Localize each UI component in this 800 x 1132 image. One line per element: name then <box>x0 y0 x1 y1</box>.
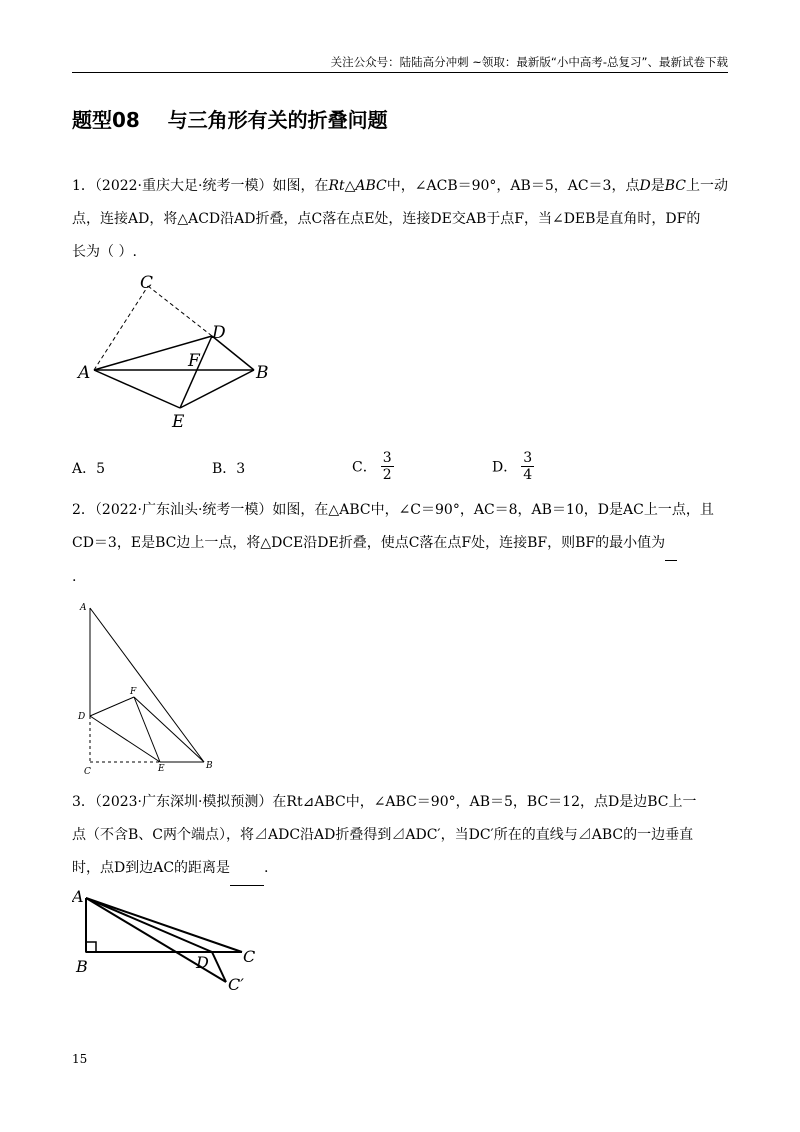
denominator: 2 <box>382 467 392 483</box>
q2-seg-de <box>90 716 160 762</box>
q1-seg-cd <box>148 286 212 336</box>
q3-answer-blank[interactable] <box>230 852 264 886</box>
q1-line-1 <box>72 170 732 203</box>
q2-label-b: B <box>206 761 213 771</box>
section-title: 题型08 与三角形有关的折叠问题 <box>72 108 388 132</box>
option-letter: B． <box>212 461 237 477</box>
question-2-text <box>72 494 732 594</box>
q2-figure <box>72 598 232 776</box>
q2-label-c: C <box>84 767 91 776</box>
q3-right-angle-mark <box>86 942 96 952</box>
question-3-text <box>72 786 732 886</box>
q1-label-d: D <box>212 323 226 343</box>
q2-line-2: CD＝3，E是BC边上一点，将△DCE沿DE折叠，使点C落在点F处，连接BF，则BF的最小值为 <box>72 535 666 551</box>
q1-moving: 上一动 <box>685 178 728 194</box>
q1-lengths: AB＝5，AC＝3，点 <box>510 178 640 194</box>
q2-seg-ab <box>90 608 204 762</box>
q1-options <box>72 450 732 490</box>
q1-label-b: B <box>256 363 269 383</box>
page-header: 关注公众号：陆陆高分冲刺 ~领取：最新版“小中高考-总复习”、最新试卷下载 <box>330 55 728 69</box>
q1-triangle: △ABC <box>344 178 387 194</box>
q3-label-d: D <box>196 953 209 972</box>
q1-line-2: 点，连接AD，将△ACD沿AD折叠，点C落在点E处，连接DE交AB于点F，当∠DEB是直角时，DF的 <box>72 211 701 227</box>
option-value: 5 <box>96 461 106 477</box>
q1-label-f: F <box>188 351 200 371</box>
q2-label-e: E <box>158 764 165 774</box>
q3-line-3: 时，点D到边AC的距离是 <box>72 860 231 876</box>
q1-figure <box>72 270 292 435</box>
q2-line-2-wrap <box>72 527 732 561</box>
q1-seg-de <box>180 336 212 408</box>
q1-option-c[interactable] <box>352 450 394 483</box>
q1-rt: Rt <box>328 178 345 194</box>
q3-figure <box>72 882 272 994</box>
q2-answer-blank[interactable] <box>665 527 677 561</box>
q2-line-3: . <box>72 569 77 585</box>
q1-point-d: D <box>639 178 651 194</box>
q1-label-a: A <box>78 363 91 383</box>
q2-label-f: F <box>130 687 137 697</box>
q1-source: （2022·重庆大足·统考一模）如图，在 <box>94 178 329 194</box>
q3-seg-ad <box>86 898 212 952</box>
q3-label-b: B <box>76 957 88 976</box>
option-letter: D． <box>492 459 518 476</box>
q3-line-2: 点（不含B、C两个端点），将⊿ADC沿AD折叠得到⊿ADC′，当DC′所在的直线与⊿ABC的一边垂直 <box>72 827 694 843</box>
q3-label-c-prime: C′ <box>228 975 244 994</box>
q1-label-e: E <box>172 412 185 432</box>
numerator: 3 <box>523 450 533 466</box>
q1-option-a[interactable] <box>72 458 105 478</box>
denominator: 4 <box>523 467 533 483</box>
q1-number: 1． <box>72 178 95 194</box>
fraction <box>381 450 394 483</box>
option-letter: C． <box>352 459 377 476</box>
q1-segment-bc: BC <box>664 178 686 194</box>
q2-line-1: 2．（2022·广东汕头·统考一模）如图，在△ABC中，∠C＝90°，AC＝8，AB＝10，D是AC上一点，且 <box>72 502 714 518</box>
q1-label-c: C <box>140 273 154 293</box>
q3-label-a: A <box>72 887 84 906</box>
q1-line-3: 长为（ ）. <box>72 244 137 260</box>
page-number: 15 <box>72 1052 88 1066</box>
q2-seg-df <box>90 697 134 716</box>
q2-label-d: D <box>78 712 86 722</box>
option-value: 3 <box>236 461 246 477</box>
q3-line-3-wrap <box>72 852 732 886</box>
q3-line-1: 3．（2023·广东深圳·模拟预测）在Rt⊿ABC中，∠ABC＝90°，AB＝5，BC＝12，点D是边BC上一 <box>72 794 697 810</box>
q2-seg-fe <box>134 697 160 762</box>
q1-option-b[interactable] <box>212 458 245 478</box>
q3-line-3-end: . <box>264 860 269 876</box>
numerator: 3 <box>382 450 392 466</box>
option-letter: A． <box>72 461 97 477</box>
q1-seg-ae <box>94 370 180 408</box>
q3-label-c: C <box>243 947 256 966</box>
q1-option-d[interactable] <box>492 450 534 483</box>
q1-seg-eb <box>180 370 254 408</box>
q1-is: 是 <box>650 178 665 194</box>
fraction <box>521 450 534 483</box>
q1-angle: 中，∠ACB＝90°， <box>386 178 511 194</box>
question-1-text <box>72 170 732 269</box>
q2-label-a: A <box>80 603 87 613</box>
header-rule <box>72 72 728 73</box>
